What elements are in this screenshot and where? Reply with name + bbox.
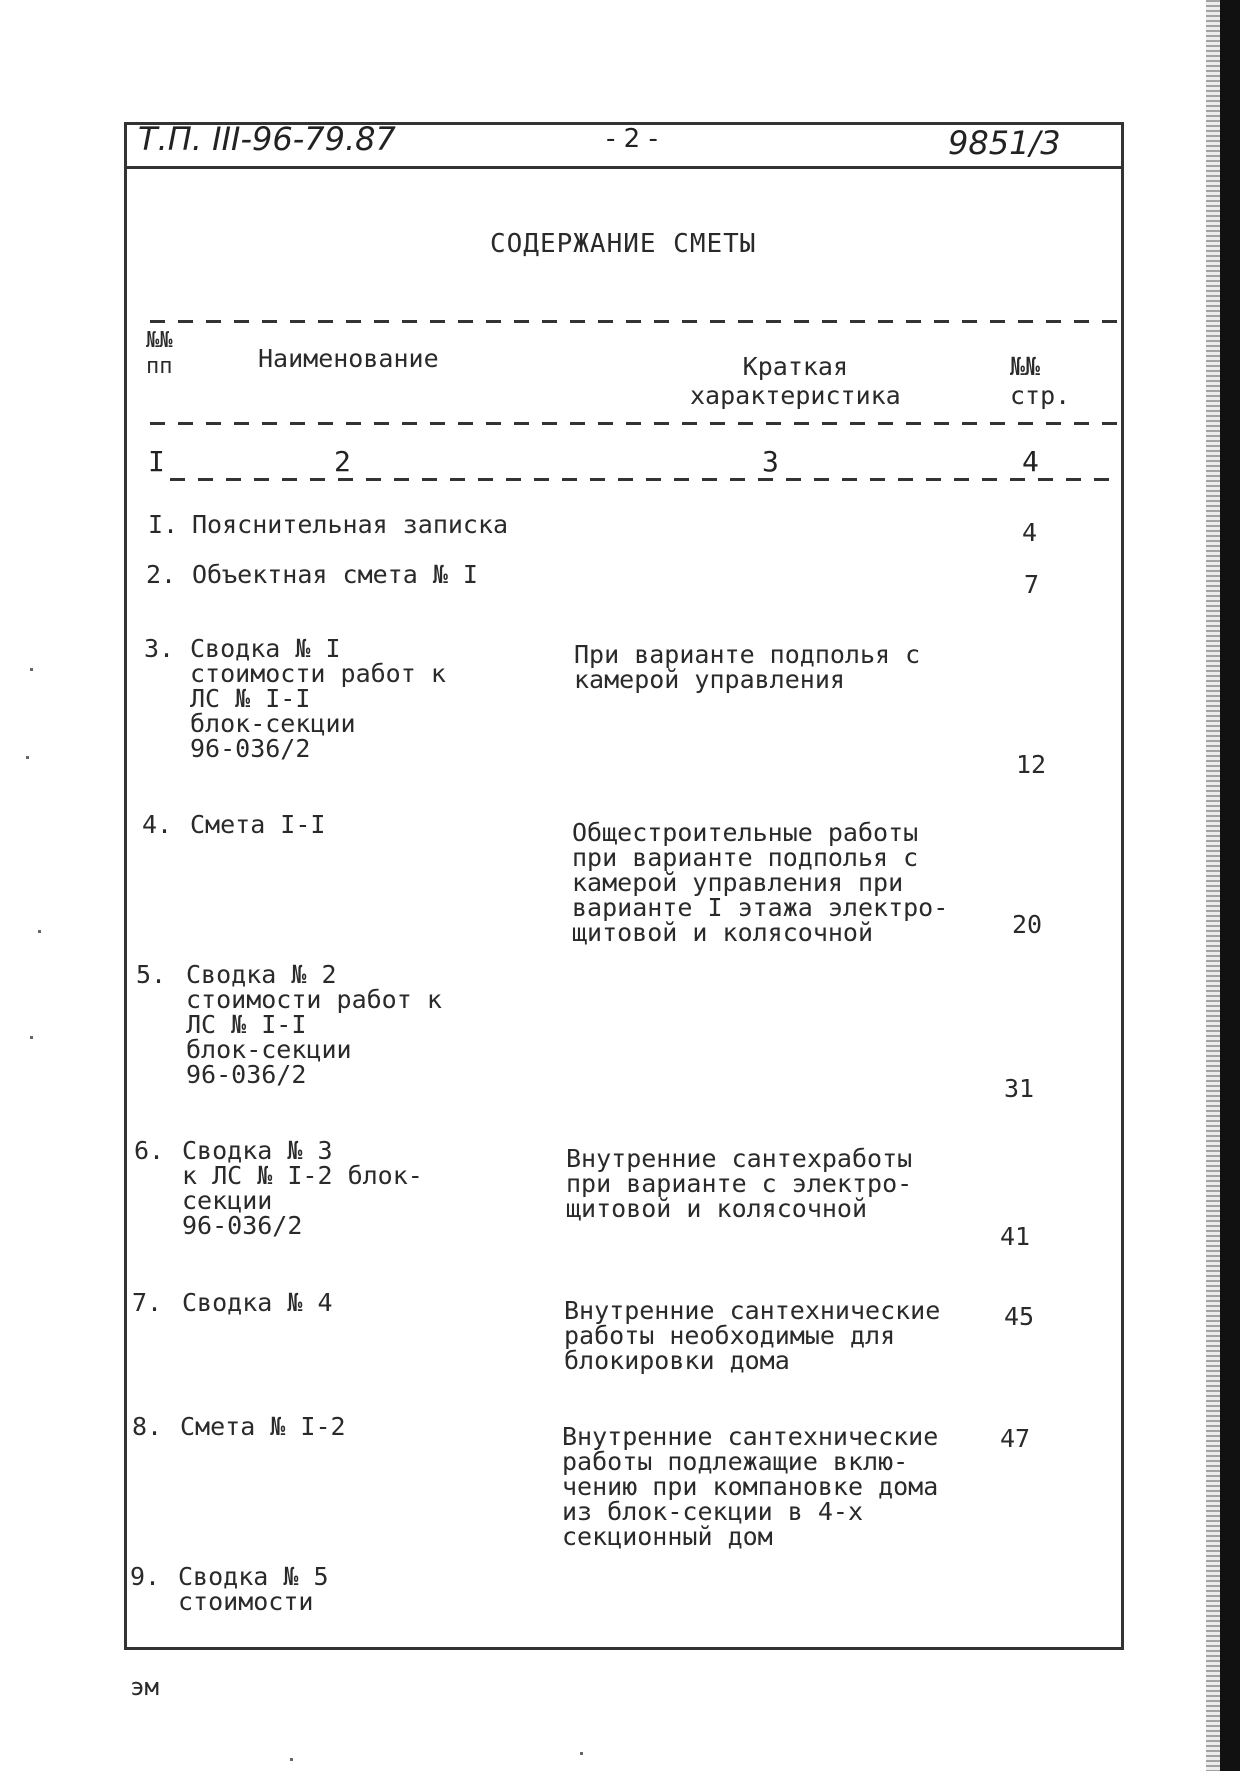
row-8-num: 8. bbox=[132, 1412, 163, 1441]
row-2-num: 2. bbox=[146, 560, 177, 589]
col-header-num: №№ пп bbox=[146, 328, 173, 379]
column-number-1: I bbox=[148, 445, 165, 478]
row-1-page: 4 bbox=[1022, 518, 1038, 547]
row-3-page: 12 bbox=[1016, 750, 1047, 779]
header-bottom-rule bbox=[150, 422, 1120, 425]
footer-stamp: эм bbox=[130, 1673, 159, 1701]
row-3-desc: При варианте подполья с камерой управления bbox=[574, 640, 921, 694]
row-9-num: 9. bbox=[130, 1562, 161, 1591]
row-6-name: Сводка № 3 к ЛС № I-2 блок- секции 96-036/2 bbox=[182, 1136, 423, 1240]
scan-speck bbox=[30, 668, 33, 671]
row-4-desc: Общестроительные работы при варианте подполья с камерой управления при варианте I этажа электро- щитовой и колясочной bbox=[572, 818, 949, 947]
row-8-name: Смета № I-2 bbox=[180, 1412, 346, 1441]
row-8-page: 47 bbox=[1000, 1424, 1031, 1453]
scan-edge-noise bbox=[1206, 0, 1220, 1771]
document-title: СОДЕРЖАНИЕ СМЕТЫ bbox=[490, 229, 757, 259]
sheet-ref: 9851/3 bbox=[948, 124, 1061, 162]
row-6-desc: Внутренние сантехработы при варианте с электро- щитовой и колясочной bbox=[566, 1144, 913, 1223]
row-4-num: 4. bbox=[142, 810, 173, 839]
row-9-name: Сводка № 5 стоимости bbox=[178, 1562, 329, 1616]
row-1-name: Пояснительная записка bbox=[192, 510, 509, 539]
scan-speck bbox=[30, 1036, 33, 1039]
row-3-num: 3. bbox=[144, 634, 175, 663]
row-5-name: Сводка № 2 стоимости работ к ЛС № I-I блок-секции 96-036/2 bbox=[186, 960, 442, 1089]
scan-edge-band bbox=[1220, 0, 1240, 1771]
row-2-name: Объектная смета № I bbox=[192, 560, 478, 589]
col-header-name: Наименование bbox=[258, 344, 439, 373]
column-number-2: 2 bbox=[334, 445, 351, 478]
doc-code: Т.П. III-96-79.87 bbox=[138, 120, 396, 158]
column-number-4: 4 bbox=[1022, 445, 1039, 478]
header-divider bbox=[124, 166, 1124, 169]
scan-speck bbox=[26, 756, 29, 759]
row-7-num: 7. bbox=[132, 1288, 163, 1317]
row-7-page: 45 bbox=[1004, 1302, 1035, 1331]
row-8-desc: Внутренние сантехнические работы подлежащие вклю- чению при компановке дома из блок-секции в 4-х секционный дом bbox=[562, 1422, 939, 1551]
row-4-page: 20 bbox=[1012, 910, 1043, 939]
row-7-desc: Внутренние сантехнические работы необходимые для блокировки дома bbox=[564, 1296, 941, 1375]
column-number-3: 3 bbox=[762, 445, 779, 478]
row-5-num: 5. bbox=[136, 960, 167, 989]
col-header-desc: Краткая характеристика bbox=[690, 352, 901, 410]
scan-speck bbox=[38, 930, 41, 933]
scan-speck bbox=[580, 1752, 583, 1755]
column-number-rule bbox=[170, 478, 1120, 481]
row-6-num: 6. bbox=[134, 1136, 165, 1165]
row-7-name: Сводка № 4 bbox=[182, 1288, 333, 1317]
table-top-rule bbox=[150, 320, 1120, 323]
row-6-page: 41 bbox=[1000, 1222, 1031, 1251]
row-5-page: 31 bbox=[1004, 1074, 1035, 1103]
row-2-page: 7 bbox=[1024, 570, 1040, 599]
row-1-num: I. bbox=[148, 510, 179, 539]
row-3-name: Сводка № I стоимости работ к ЛС № I-I блок-секции 96-036/2 bbox=[190, 634, 446, 763]
col-header-page: №№ стр. bbox=[1010, 352, 1071, 410]
row-4-name: Смета I-I bbox=[190, 810, 326, 839]
page-marker: - 2 - bbox=[606, 124, 658, 154]
scan-speck bbox=[290, 1758, 293, 1761]
